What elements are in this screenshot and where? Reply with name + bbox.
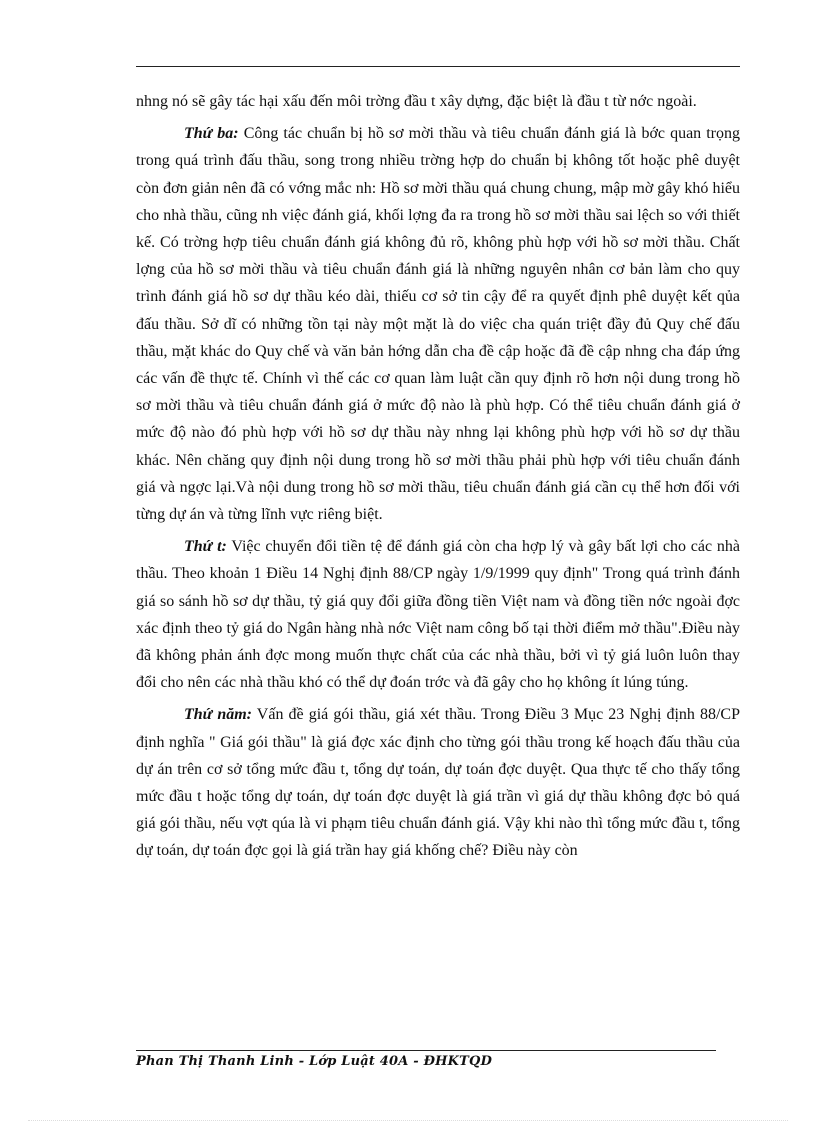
paragraph-thu-ba bbox=[136, 120, 740, 528]
paragraph-lead: Thứ năm: bbox=[184, 706, 253, 724]
page-footer: Phan Thị Thanh Linh - Lớp Luật 40A - ĐHKTQD bbox=[136, 1054, 493, 1069]
paragraph-text: Công tác chuẩn bị hồ sơ mời thầu và tiêu chuẩn đánh giá là bớc quan trọng trong quá trình đấu thầu, song trong nhiều trờng hợp do chuẩn bị không tốt hoặc phê duyệt còn đơn giản nên đã có vớng mắc nh: Hồ sơ mời thầu quá chung chung, mập mờ gây khó hiểu cho nhà thầu, cũng nh việc đánh giá, khối lợng đa ra trong hồ sơ mời thầu sai lệch so với thiết kế. Có trờng hợp tiêu chuẩn đánh giá không đủ rõ, không phù hợp với hồ sơ mời thầu. Chất lợng của hồ sơ mời thầu và tiêu chuẩn đánh giá là những nguyên nhân cơ bản làm cho quy trình đánh giá hồ sơ dự thầu kéo dài, thiếu cơ sở tin cậy để ra quyết định phê duyệt kết qủa đấu thầu. Sở dĩ có những tồn tại này một mặt là do việc cha quán triệt đầy đủ Quy chế đấu thầu, mặt khác do Quy chế và văn bản hớng dẫn cha đề cập hoặc đã đề cập nhng cha đáp ứng các vấn đề thực tế. Chính vì thế các cơ quan làm luật cần quy định rõ hơn nội dung trong hồ sơ mời thầu và tiêu chuẩn đánh giá ở mức độ nào là phù hợp. Có thể tiêu chuẩn đánh giá ở mức độ nào đó phù hợp với hồ sơ dự thầu này nhng lại không phù hợp với hồ sơ dự thầu khác. Nên chăng quy định nội dung trong hồ sơ mời thầu phải phù hợp với tiêu chuẩn đánh giá và ngợc lại.Và nội dung trong hồ sơ mời thầu, tiêu chuẩn đánh giá cần cụ thể hơn đối với từng dự án và từng lĩnh vực riêng biệt. bbox=[136, 125, 740, 524]
footer-rule bbox=[136, 1050, 716, 1051]
paragraph-text: nhng nó sẽ gây tác hại xấu đến môi trờng đầu t xây dựng, đặc biệt là đầu t từ nớc ngoài. bbox=[136, 93, 697, 110]
paragraph-lead: Thứ ba: bbox=[184, 125, 239, 143]
paragraph-continuation bbox=[136, 88, 740, 115]
paragraph-text: Vấn đề giá gói thầu, giá xét thầu. Trong Điều 3 Mục 23 Nghị định 88/CP định nghĩa " Giá gói thầu" là giá đợc xác định cho từng gói thầu trong kế hoạch đấu thầu của dự án trên cơ sở tổng mức đầu t, tổng dự toán, dự toán đợc duyệt. Qua thực tế cho thấy tổng mức đầu t hoặc tổng dự toán, dự toán đợc duyệt là giá trần vì giá dự thầu không đợc bỏ quá giá gói thầu, nếu vợt qúa là vi phạm tiêu chuẩn đánh giá. Vậy khi nào thì tổng mức đầu t, tổng dự toán, dự toán đợc gọi là giá trần hay giá khống chế? Điều này còn bbox=[136, 706, 740, 860]
paragraph-thu-tu bbox=[136, 533, 740, 696]
header-rule bbox=[136, 66, 740, 67]
paragraph-thu-nam bbox=[136, 701, 740, 864]
paragraph-text: Việc chuyển đổi tiền tệ để đánh giá còn cha hợp lý và gây bất lợi cho các nhà thầu. Theo khoản 1 Điều 14 Nghị định 88/CP ngày 1/9/1999 quy định" Trong quá trình đánh giá so sánh hồ sơ dự thầu, tỷ giá quy đổi giữa đồng tiền Việt nam và đồng tiền nớc ngoài đợc xác định theo tỷ giá do Ngân hàng nhà nớc Việt nam công bố tại thời điểm mở thầu".Điều này đã không phản ánh đợc mong muốn thực chất của các nhà thầu, bởi vì tỷ giá luôn luôn thay đổi cho nên các nhà thầu khó có thể dự đoán trớc và đã gây cho họ không ít lúng túng. bbox=[136, 538, 740, 692]
page-body bbox=[136, 88, 740, 870]
page-edge-dots bbox=[28, 1120, 788, 1121]
paragraph-lead: Thứ t: bbox=[184, 538, 227, 556]
